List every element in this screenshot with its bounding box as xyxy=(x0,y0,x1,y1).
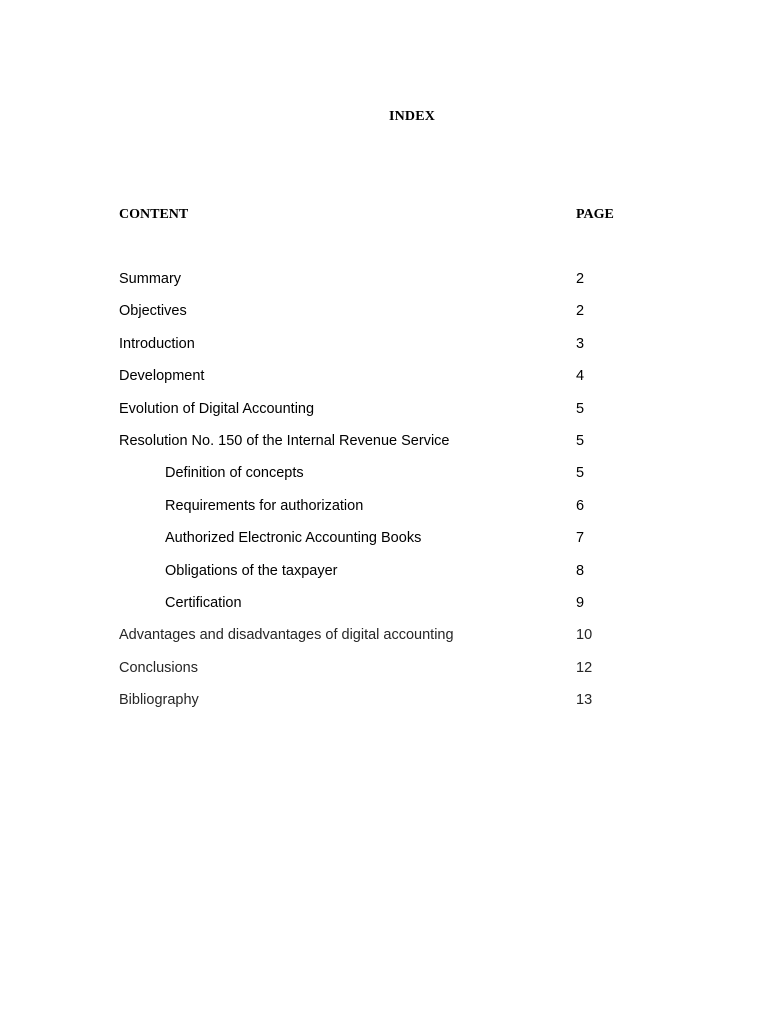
toc-subentry xyxy=(0,498,768,530)
toc-subentry xyxy=(0,563,768,595)
toc-entry-page: 5 xyxy=(576,465,585,482)
toc-entry-label: Requirements for authorization xyxy=(165,497,364,514)
toc-entry-label: Evolution of Digital Accounting xyxy=(119,400,315,417)
toc-entry-label: Authorized Electronic Accounting Books xyxy=(165,530,422,547)
toc-entry-page: 12 xyxy=(576,659,593,676)
toc-entry-page: 4 xyxy=(576,368,585,385)
toc-entry-label: Introduction xyxy=(119,335,195,352)
toc-entry-page: 5 xyxy=(576,432,585,449)
toc-entry xyxy=(0,433,768,465)
toc-entry-label: Definition of concepts xyxy=(165,465,304,482)
toc-entry xyxy=(0,303,768,335)
toc-entry-page: 9 xyxy=(576,594,585,611)
toc-entry xyxy=(0,401,768,433)
toc-subentry xyxy=(0,595,768,627)
toc-entry-page: 2 xyxy=(576,303,585,320)
toc-entry-page: 6 xyxy=(576,497,585,514)
toc-entry xyxy=(0,692,768,724)
toc-subentry xyxy=(0,530,768,562)
toc-entry-page: 2 xyxy=(576,271,585,287)
toc-entry xyxy=(0,627,768,659)
toc-entry xyxy=(0,336,768,368)
toc-entry-page: 10 xyxy=(576,627,593,644)
toc-entry-label: Bibliography xyxy=(119,692,199,709)
toc-entry-label: Certification xyxy=(165,594,242,611)
page-column-header: PAGE xyxy=(576,207,614,222)
toc-entry-label: Obligations of the taxpayer xyxy=(165,562,338,579)
page-title: INDEX xyxy=(388,109,436,124)
table-of-contents xyxy=(0,271,768,724)
toc-entry-page: 3 xyxy=(576,335,585,352)
toc-entry-page: 7 xyxy=(576,530,585,547)
content-column-header: CONTENT xyxy=(119,207,189,222)
toc-subentry xyxy=(0,465,768,497)
toc-entry-page: 13 xyxy=(576,692,593,709)
toc-entry-label: Resolution No. 150 of the Internal Revenue Service xyxy=(119,432,450,449)
toc-entry-label: Development xyxy=(119,368,205,385)
toc-entry-label: Objectives xyxy=(119,303,187,320)
toc-entry xyxy=(0,368,768,400)
toc-entry xyxy=(0,271,768,303)
toc-entry xyxy=(0,660,768,692)
toc-entry-page: 5 xyxy=(576,400,585,417)
toc-entry-label: Summary xyxy=(119,271,182,287)
toc-entry-page: 8 xyxy=(576,562,585,579)
toc-entry-label: Conclusions xyxy=(119,659,198,676)
toc-entry-label: Advantages and disadvantages of digital accounting xyxy=(119,627,454,644)
